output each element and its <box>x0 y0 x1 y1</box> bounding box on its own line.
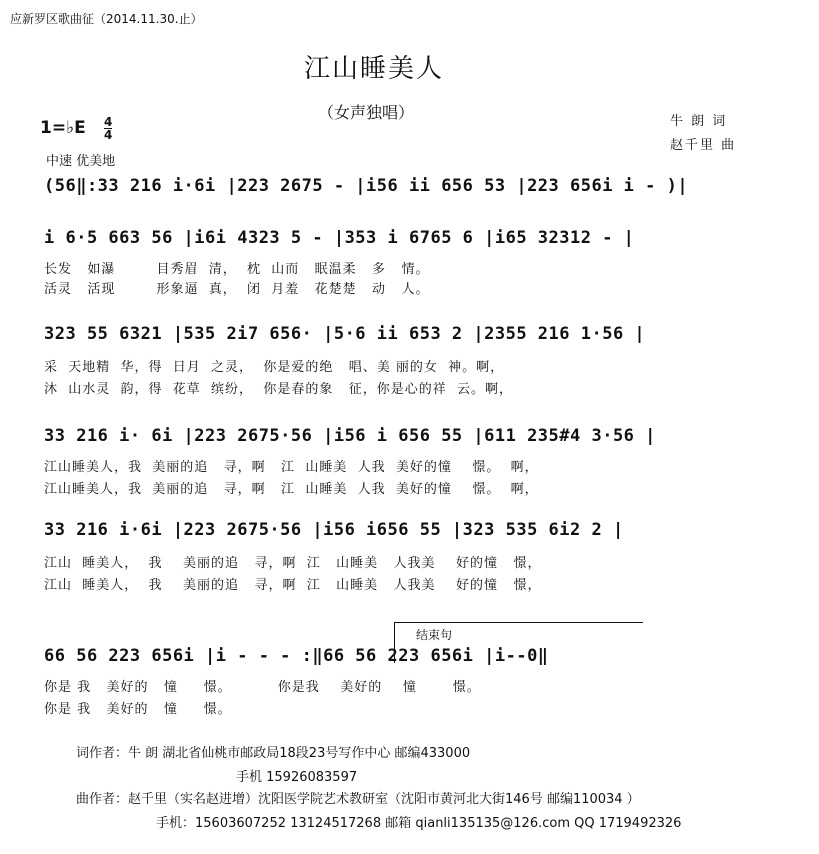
score-system-1-notes: (56‖:33 216 i·6i |223 2675 - |i56 ii 656 53 |223 656i i - )| <box>44 176 689 196</box>
score-system-6-lyrics-1: 你是 我 美好的 憧 憬。 你是我 美好的 憧 憬。 <box>44 680 481 695</box>
key-signature: 1=♭E <box>40 118 86 138</box>
score-system-4-notes: 33 216 i· 6i |223 2675·56 |i56 i 656 55 |611 235#4 3·56 | <box>44 426 656 446</box>
lyricist-phone: 手机 15926083597 <box>236 770 358 785</box>
score-system-6-notes: 66 56 223 656i |i - - - :‖66 56 223 656i |i--0‖ <box>44 646 549 666</box>
score-system-5-lyrics-1: 江山 睡美人， 我 美丽的追 寻，啊 江 山睡美 人我美 好的憧 憬， <box>44 556 542 571</box>
score-system-4-lyrics-2: 江山睡美人，我 美丽的追 寻，啊 江 山睡美 人我 美好的憧 憬。 啊， <box>44 482 539 497</box>
score-system-3-lyrics-2: 沐 山水灵 韵，得 花草 缤纷， 你是春的象 征，你是心的祥 云。啊， <box>44 382 513 397</box>
composer-phone-email: 手机：15603607252 13124517268 邮箱 qianli135135@126.com QQ 1719492326 <box>156 816 682 831</box>
composer-credit: 赵千里 曲 <box>670 138 737 153</box>
time-signature-top: 4 <box>104 115 113 129</box>
score-system-3-lyrics-1: 采 天地精 华，得 日月 之灵， 你是爱的绝 唱、美 丽的女 神。啊， <box>44 360 505 375</box>
tempo-marking: 中速 优美地 <box>46 154 116 169</box>
time-signature-bottom: 4 <box>104 128 113 142</box>
score-system-2-lyrics-1: 长发 如瀑 目秀眉 清， 枕 山而 眠温柔 多 情。 <box>44 262 430 277</box>
lyricist-contact: 词作者：牛 朗 湖北省仙桃市邮政局18段23号写作中心 邮编433000 <box>76 746 471 761</box>
lyricist-credit: 牛 朗 词 <box>670 114 728 129</box>
score-system-3-notes: 323 55 6321 |535 2i7 656· |5·6 ii 653 2 |2355 216 1·56 | <box>44 324 646 344</box>
score-system-2-notes: i 6·5 663 56 |i6i 4323 5 - |353 i 6765 6 |i65 32312 - | <box>44 228 635 248</box>
time-signature <box>104 116 112 141</box>
composer-contact: 曲作者：赵千里（实名赵进增）沈阳医学院艺术教研室（沈阳市黄河北大街146号 邮编110034 ） <box>76 792 640 807</box>
song-title: 江山睡美人 <box>304 54 445 84</box>
score-system-6-lyrics-2: 你是 我 美好的 憧 憬。 <box>44 702 232 717</box>
score-system-5-lyrics-2: 江山 睡美人， 我 美丽的追 寻，啊 江 山睡美 人我美 好的憧 憬， <box>44 578 542 593</box>
score-system-2-lyrics-2: 活灵 活现 形象逼 真， 闭 月羞 花楚楚 动 人。 <box>44 282 430 297</box>
score-system-4-lyrics-1: 江山睡美人，我 美丽的追 寻，啊 江 山睡美 人我 美好的憧 憬。 啊， <box>44 460 539 475</box>
song-subtitle: （女声独唱） <box>318 103 415 122</box>
score-system-5-notes: 33 216 i·6i |223 2675·56 |i56 i656 55 |323 535 6i2 2 | <box>44 520 624 540</box>
coda-label: 结束句 <box>416 628 453 642</box>
header-note: 应新罗区歌曲征（2014.11.30.止） <box>10 12 203 26</box>
